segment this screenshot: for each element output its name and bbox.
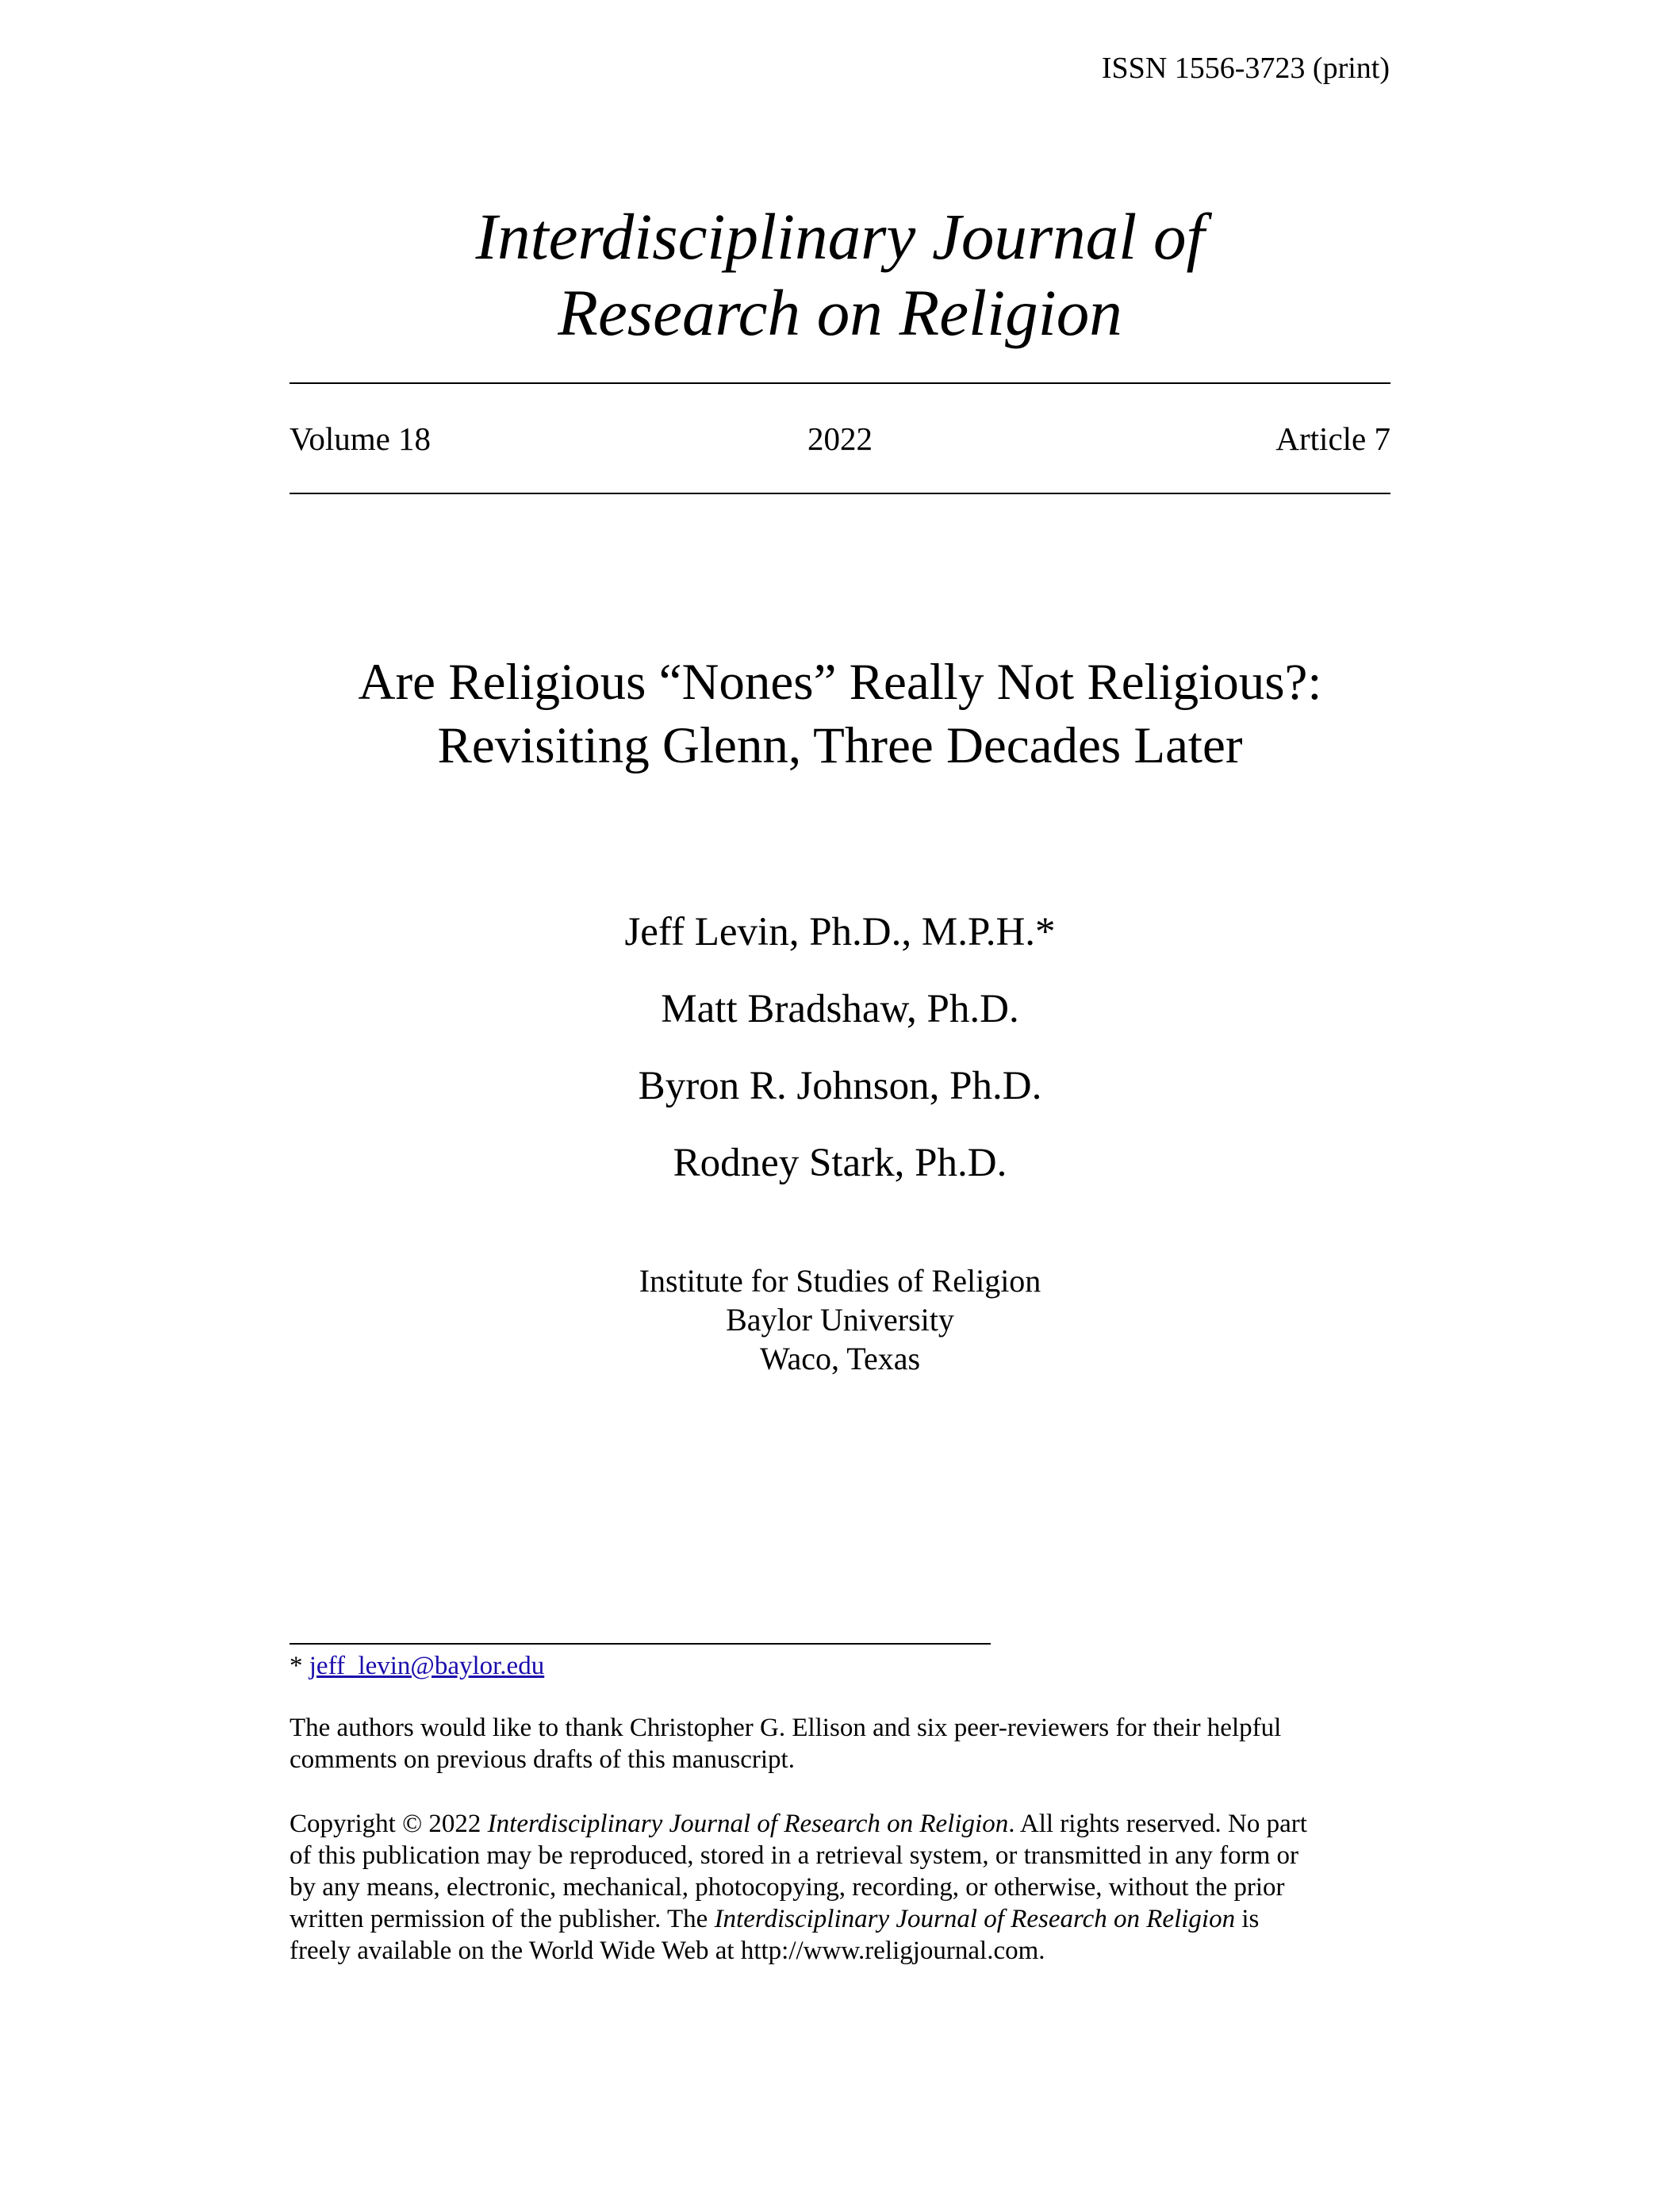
author-list xyxy=(290,904,1390,1212)
copyright-text: Copyright © 2022 xyxy=(290,1810,488,1838)
affiliation-institute: Institute for Studies of Religion xyxy=(639,1263,1041,1299)
author-email-link[interactable]: jeff_levin@baylor.edu xyxy=(309,1652,545,1680)
article-title-line-1: Are Religious “Nones” Really Not Religious?: xyxy=(358,654,1322,711)
copyright-text: . All rights reserved. No part xyxy=(1008,1810,1307,1838)
bottom-divider xyxy=(290,493,1390,494)
affiliation-university: Baylor University xyxy=(726,1302,954,1338)
journal-name-italic: Interdisciplinary Journal of Research on Religion xyxy=(487,1810,1009,1838)
affiliation-location: Waco, Texas xyxy=(759,1341,921,1376)
author-name: Matt Bradshaw, Ph.D. xyxy=(661,987,1019,1031)
author-name: Byron R. Johnson, Ph.D. xyxy=(638,1064,1042,1108)
copyright-line: freely available on the World Wide Web at http://www.religjournal.com. xyxy=(290,1937,1045,1965)
article-title xyxy=(290,651,1390,777)
acknowledgment-line: comments on previous drafts of this manuscript. xyxy=(290,1745,795,1774)
article-number-label: Article 7 xyxy=(1275,420,1390,457)
copyright-text: written permission of the publisher. The xyxy=(290,1905,715,1933)
footnote xyxy=(290,1650,544,1682)
year-label: 2022 xyxy=(807,420,873,457)
journal-title-line-1: Interdisciplinary Journal of xyxy=(475,200,1205,273)
volume-label: Volume 18 xyxy=(290,420,432,457)
footnote-marker: * xyxy=(290,1652,303,1680)
article-title-line-2: Revisiting Glenn, Three Decades Later xyxy=(437,717,1243,774)
affiliation xyxy=(290,1261,1390,1378)
author-name: Rodney Stark, Ph.D. xyxy=(673,1141,1007,1185)
top-divider xyxy=(290,382,1390,384)
author-name: Jeff Levin, Ph.D., M.P.H.* xyxy=(624,910,1056,954)
copyright-line: of this publication may be reproduced, stored in a retrieval system, or transmitted in any form or xyxy=(290,1841,1298,1870)
journal-title xyxy=(290,198,1390,351)
copyright-line: by any means, electronic, mechanical, photocopying, recording, or otherwise, without the prior xyxy=(290,1873,1285,1902)
copyright-line xyxy=(290,1903,1400,1935)
acknowledgment xyxy=(290,1712,1400,1775)
copyright-text: is xyxy=(1235,1905,1260,1933)
journal-title-line-2: Research on Religion xyxy=(558,276,1122,349)
acknowledgment-line: The authors would like to thank Christopher G. Ellison and six peer-reviewers for their helpful xyxy=(290,1714,1282,1742)
footnote-divider xyxy=(290,1643,991,1645)
journal-name-italic: Interdisciplinary Journal of Research on Religion xyxy=(714,1905,1236,1933)
copyright-notice xyxy=(290,1808,1400,1967)
issn: ISSN 1556-3723 (print) xyxy=(1101,52,1390,85)
copyright-line xyxy=(290,1808,1400,1840)
